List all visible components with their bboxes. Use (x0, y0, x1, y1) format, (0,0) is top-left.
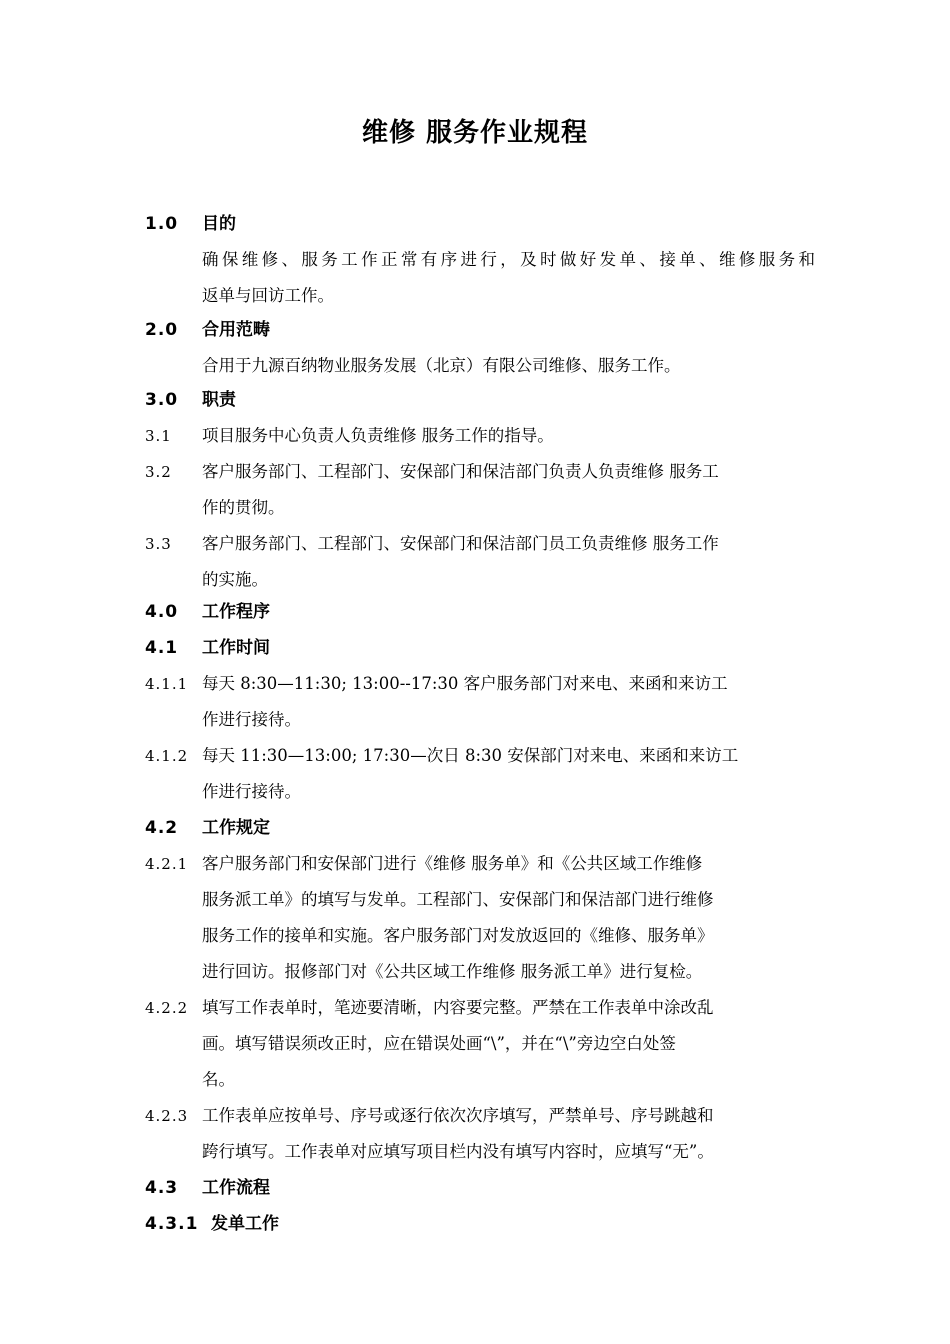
paragraph-line: 项目服务中心负责人负责维修 服务工作的指导。 (202, 426, 554, 445)
paragraph-line: 填写工作表单时，笔迹要清晰，内容要完整。严禁在工作表单中涂改乱 (202, 998, 714, 1017)
paragraph-line: 服务派工单》的填写与发单。工程部门、安保部门和保洁部门进行维修 (202, 890, 714, 909)
item-number: 4.1.2 (145, 747, 189, 765)
paragraph-line: 确保维修、服务工作正常有序进行，及时做好发单、接单、维修服务和 (202, 250, 815, 269)
section-heading: 工作规定 (202, 818, 270, 838)
paragraph-line: 返单与回访工作。 (202, 286, 334, 305)
item-number: 3.1 (145, 427, 172, 445)
paragraph-line: 客户服务部门、工程部门、安保部门和保洁部门员工负责维修 服务工作 (202, 534, 719, 553)
paragraph-line: 作进行接待。 (202, 782, 301, 801)
section-heading: 发单工作 (211, 1214, 279, 1234)
paragraph-line: 工作表单应按单号、序号或逐行依次次序填写，严禁单号、序号跳越和 (202, 1106, 714, 1125)
paragraph-line: 作的贯彻。 (202, 498, 285, 517)
paragraph-line: 名。 (202, 1070, 235, 1089)
paragraph-line: 客户服务部门、工程部门、安保部门和保洁部门负责人负责维修 服务工 (202, 462, 719, 481)
paragraph-line: 每天 8:30—11:30; 13:00--17:30 客户服务部门对来电、来函和来访工 (202, 674, 728, 693)
item-number: 3.2 (145, 463, 172, 481)
section-work-procedure (145, 594, 815, 1242)
section-heading: 合用范畴 (202, 320, 270, 340)
section-number: 2.0 (145, 320, 179, 340)
section-number: 4.3 (145, 1178, 179, 1198)
section-number: 4.0 (145, 602, 179, 622)
section-responsibilities (145, 382, 815, 598)
item-number: 4.2.2 (145, 999, 189, 1017)
section-heading: 职责 (202, 390, 236, 410)
item-number: 4.2.1 (145, 855, 189, 873)
paragraph-line: 作进行接待。 (202, 710, 301, 729)
section-number: 4.1 (145, 638, 179, 658)
paragraph-line: 合用于九源百纳物业服务发展（北京）有限公司维修、服务工作。 (202, 356, 681, 375)
section-number: 4.2 (145, 818, 179, 838)
item-number: 4.1.1 (145, 675, 189, 693)
paragraph-line: 每天 11:30—13:00; 17:30—次日 8:30 安保部门对来电、来函和来访工 (202, 746, 739, 765)
paragraph-line: 跨行填写。工作表单对应填写项目栏内没有填写内容时，应填写“无”。 (202, 1142, 714, 1161)
item-number: 3.3 (145, 535, 172, 553)
paragraph-line: 服务工作的接单和实施。客户服务部门对发放返回的《维修、服务单》 (202, 926, 714, 945)
section-heading: 目的 (202, 214, 236, 234)
document-title: 维修 服务作业规程 (361, 118, 589, 148)
paragraph-line: 的实施。 (202, 570, 268, 589)
section-heading: 工作流程 (202, 1178, 270, 1198)
section-heading: 工作程序 (202, 602, 270, 622)
section-number: 3.0 (145, 390, 179, 410)
paragraph-line: 进行回访。报修部门对《公共区域工作维修 服务派工单》进行复检。 (202, 962, 703, 981)
paragraph-line: 画。填写错误须改正时，应在错误处画“\”，并在“\”旁边空白处签 (202, 1034, 676, 1053)
section-number: 4.3.1 (145, 1214, 199, 1234)
section-purpose (145, 206, 815, 314)
section-number: 1.0 (145, 214, 179, 234)
paragraph-line: 客户服务部门和安保部门进行《维修 服务单》和《公共区域工作维修 (202, 854, 703, 873)
section-scope (145, 312, 815, 384)
item-number: 4.2.3 (145, 1107, 189, 1125)
section-heading: 工作时间 (202, 638, 270, 658)
